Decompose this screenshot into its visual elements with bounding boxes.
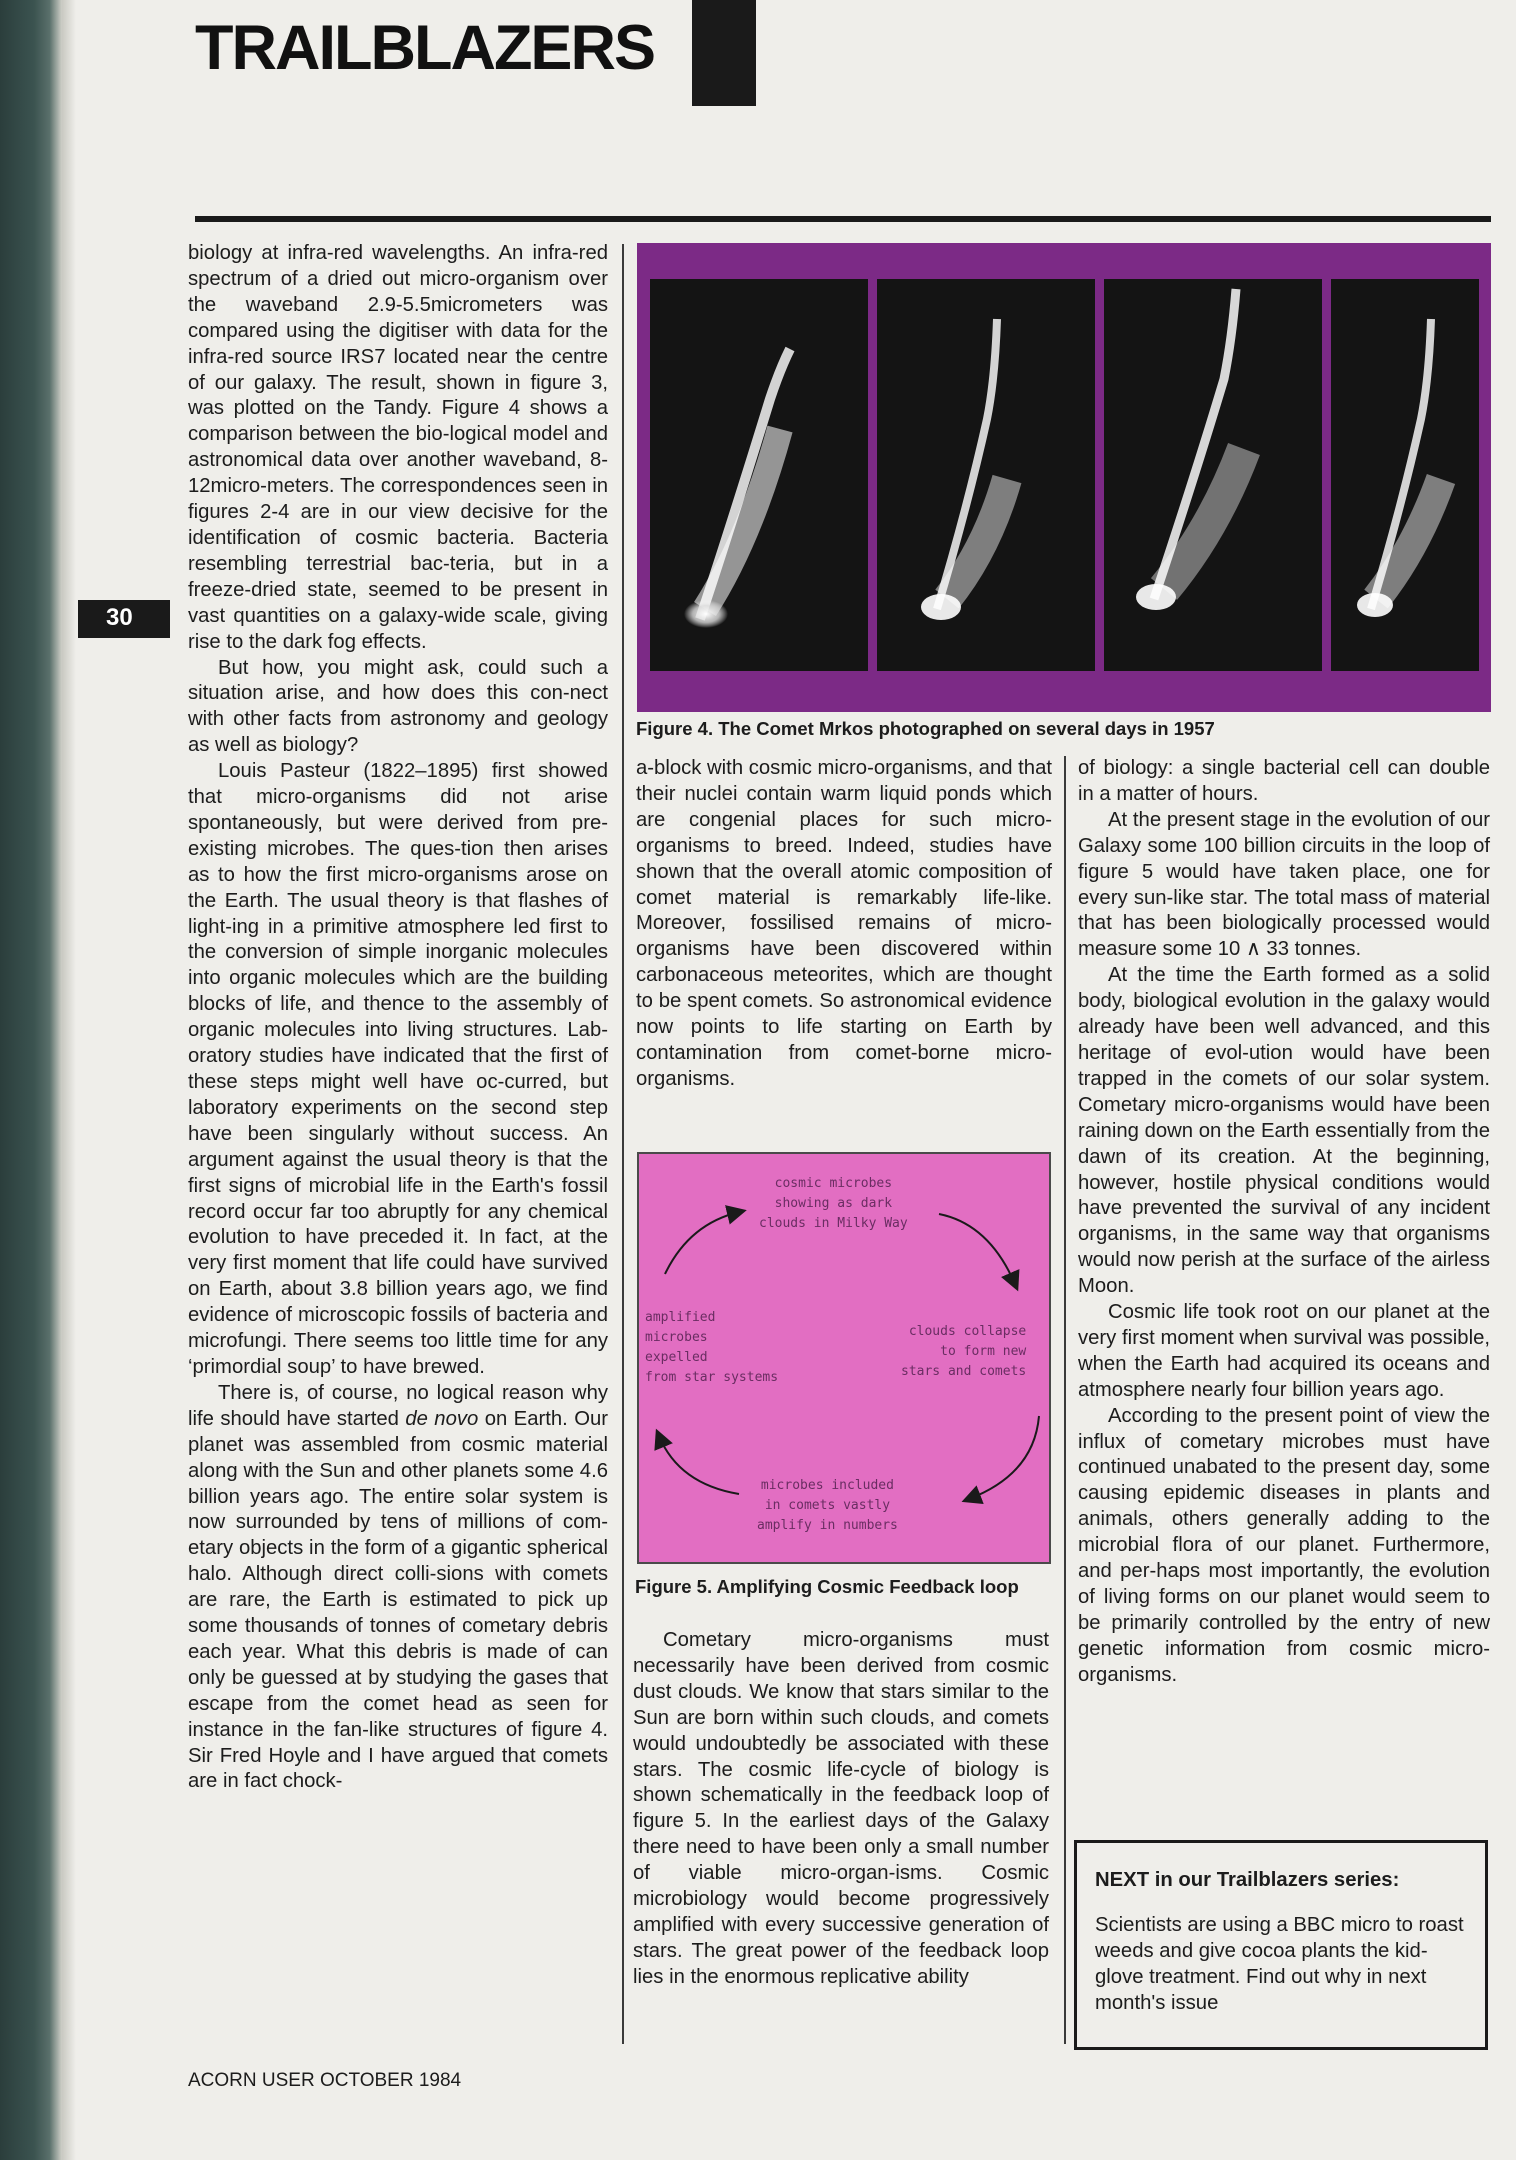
figure-5-caption: Figure 5. Amplifying Cosmic Feedback loop [635, 1576, 1019, 1597]
article-column-1 [188, 241, 608, 1795]
figure-4-comet-photos [637, 243, 1491, 712]
next-issue-heading: NEXT in our Trailblazers series: [1095, 1869, 1400, 1891]
paragraph [188, 1381, 608, 1796]
comet-photo [1104, 279, 1322, 671]
comet-photo [877, 279, 1095, 671]
column-divider [1064, 756, 1066, 2044]
comet-image [877, 279, 1095, 671]
loop-label-bottom: microbes included in comets vastly amplify in numbers [757, 1478, 898, 1533]
loop-label-right: clouds collapse to form new stars and comets [901, 1324, 1027, 1379]
paragraph: At the time the Earth formed as a solid body, biological evolution in the galaxy would already have been well advanced, and this heritage of evol-ution would have been trapped in the comets of our solar system. Cometary micro-organisms would have been raining down on the Earth essentially from the dawn of its creation. At the beginning, however, hostile physical conditions would have prevented the survival of any incident organisms, in the same way that organisms would now perish at the surface of the airless Moon. [1078, 964, 1490, 1298]
column-divider [622, 244, 624, 2044]
comet-photo [1331, 279, 1479, 671]
paragraph: of biology: a single bacterial cell can double in a matter of hours. [1078, 757, 1490, 805]
comet-photo [650, 279, 868, 671]
binding-shadow [62, 0, 76, 2160]
next-issue-text: Scientists are using a BBC micro to roast weeds and give cocoa plants the kid-glove treatment. Find out why in next month's issue [1095, 1914, 1464, 2014]
figure-4-caption: Figure 4. The Comet Mrkos photographed on several days in 1957 [636, 718, 1215, 739]
section-title: TRAILBLAZERS [195, 13, 654, 83]
binding-spine [0, 0, 62, 2160]
loop-label-left: amplified microbes expelled from star systems [645, 1310, 779, 1385]
paragraph-text: on Earth. Our planet was assembled from cosmic material along with the Sun and other planets some 4.6 billion years ago. The entire solar system is now surrounded by tens of millions of com-etary objects in the form of a gigantic spherical halo. Although direct colli-sions with comets are rare, the Earth is estimated to pick up some thousands of tonnes of cometary debris each year. What this debris is made of can only be guessed at by studying the gases that escape from the comet head as seen for instance in the fan-like structures of figure 4. Sir Fred Hoyle and I have argued that comets are in fact chock- [188, 1407, 609, 1793]
loop-label-top: cosmic microbes showing as dark clouds in Milky Way [759, 1176, 908, 1231]
italic-phrase: de novo [405, 1407, 479, 1430]
page-number: 30 [106, 604, 133, 631]
paragraph-text: There is, of course, no logical reason why life should have started [188, 1381, 608, 1430]
header-block [692, 0, 756, 106]
article-column-2-lower [633, 1628, 1049, 1991]
figure-5-feedback-loop [637, 1152, 1051, 1564]
paragraph: Cometary micro-organisms must necessarily have been derived from cosmic dust clouds. We know that stars similar to the Sun are born within such clouds, and comets would undoubtedly be associated with these stars. The cosmic life-cycle of biology is shown schematically in the feedback loop of figure 5. In the earliest days of the Galaxy there need to have been only a small number of viable micro-organ-isms. Cosmic microbiology would become progressively amplified with every successive generation of stars. The great power of the feedback loop lies in the enormous replicative ability [633, 1629, 1049, 1988]
page-footer: ACORN USER OCTOBER 1984 [188, 2070, 462, 2091]
header-rule [195, 216, 1491, 222]
article-column-3 [1078, 756, 1490, 1689]
paragraph: a-block with cosmic micro-organisms, and that their nuclei contain warm liquid ponds which are congenial places for such micro-organisms to breed. Indeed, studies have shown that the overall atomic composition of comet material is remarkably life-like. Moreover, fossilised remains of micro-organisms have been discovered within carbonaceous meteorites, which are thought to be spent comets. So astronomical evidence now points to life starting on Earth by contamination from comet-borne micro-organisms. [636, 757, 1052, 1090]
comet-image [1104, 279, 1322, 671]
paragraph: At the present stage in the evolution of our Galaxy some 100 billion circuits in the loop of figure 5 would have taken place, one for every sun-like star. The total mass of material that has been biologically processed would measure some 10 ∧ 33 tonnes. [1078, 808, 1490, 961]
comet-image [1331, 279, 1479, 671]
paragraph: biology at infra-red wavelengths. An infra-red spectrum of a dried out micro-organism over the waveband 2.9-5.5micrometers was compared using the digitiser with data for the infra-red source IRS7 located near the centre of our galaxy. The result, shown in figure 3, was plotted on the Tandy. Figure 4 shows a comparison between the bio-logical model and astronomical data over another waveband, 8-12micro-meters. The correspondences seen in figures 2-4 are in our view decisive for the identification of cosmic bacteria. Bacteria resembling terrestrial bac-teria, but in a freeze-dried state, seemed to be present in vast quantities on a galaxy-wide scale, giving rise to the dark fog effects. [188, 242, 608, 653]
paragraph: Louis Pasteur (1822–1895) first showed that micro-organisms did not arise spontaneously, but were derived from pre-existing microbes. The ques-tion then arises as to how the first micro-organisms arose on the Earth. The usual theory is that flashes of light-ing in a primitive atmosphere led first to the conversion of simple inorganic molecules into organic molecules which are the building blocks of life, and thence to the assembly of organic molecules into living structures. Lab-oratory studies have indicated that the first of these steps might well have oc-curred, but laboratory experiments on the second step have been singularly without success. An argument against the usual theory is that the first signs of microbial life in the Earth's fossil record occur far too abruptly for any chemical evolution to have preceded it. In fact, at the very first moment that life could have survived on Earth, about 3.8 billion years ago, we find evidence of microscopic fossils of bacteria and microfungi. There seems too little time for any ‘primordial soup’ to have brewed. [188, 760, 608, 1378]
next-issue-box [1074, 1840, 1488, 2050]
paragraph: According to the present point of view the influx of cometary microbes must have continued unabated to the present day, some causing epidemic diseases in plants and animals, others generally adding to the microbial flora of our planet. Furthermore, and per-haps most importantly, the evolution of living forms on our planet would seem to be primarily controlled by the entry of new genetic information from cosmic micro-organisms. [1078, 1404, 1490, 1686]
article-column-2 [636, 756, 1052, 1093]
paragraph: But how, you might ask, could such a situation arise, and how does this con-nect with other facts from astronomy and geology as well as biology? [188, 656, 608, 757]
paragraph: Cosmic life took root on our planet at the very first moment when survival was possible, when the Earth had acquired its oceans and atmosphere nearly four billion years ago. [1078, 1301, 1490, 1401]
comet-image [650, 279, 868, 671]
